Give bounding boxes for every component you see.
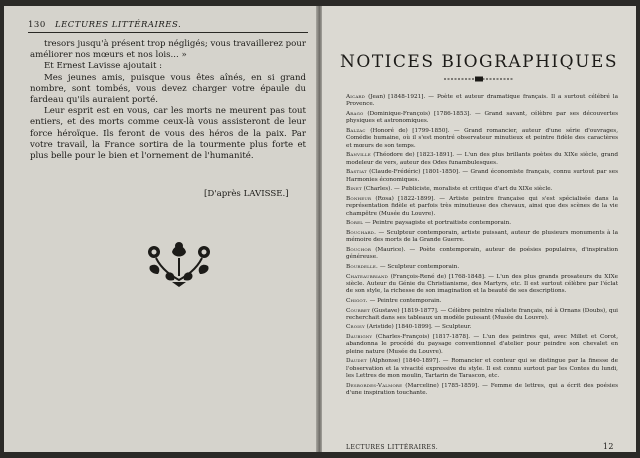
- entry-name: Bastiat: [346, 169, 367, 176]
- list-item: [346, 196, 618, 218]
- right-page: [322, 6, 636, 452]
- entry-name: Bouchard.: [346, 229, 377, 236]
- paragraph: Mes jeunes amis, puisque vous êtes aînés, en si grand nombre, sont tombés, vous devez charger votre épaule du fardeau qu'ils auraient porté.: [30, 72, 306, 106]
- list-item: [346, 308, 618, 323]
- list-item: [346, 220, 618, 227]
- list-item: [346, 128, 618, 150]
- list-item: [346, 94, 618, 109]
- page-number: 12: [602, 442, 614, 451]
- signature: [D'après LAVISSE.]: [204, 189, 289, 199]
- entry-text: (Aristide) [1840-1899]. — Sculpteur.: [366, 324, 472, 331]
- entry-text: (Maurice). — Poète contemporain, auteur de poésies populaires, d'inspiration généreuse.: [346, 246, 618, 261]
- paragraph: Et Ernest Lavisse ajoutait :: [44, 61, 163, 72]
- entry-name: Binet: [346, 186, 362, 193]
- entry-text: (Jean) [1848-1921]. — Poète et auteur dramatique français. Il a surtout célébré la Provence.: [346, 94, 619, 108]
- entry-text: (Charles-François) [1817-1878]. — L'un des peintres qui, avec Millet et Corot, abandonna le procédé du paysage conventionnel d'atelier pour peindre son chevalet en pleine nature (Musée du Louvre).: [346, 334, 618, 355]
- entry-name: Banville: [346, 152, 371, 159]
- entry-text: — Sculpteur contemporain.: [379, 263, 460, 270]
- entry-name: Desbordes-Valmore: [346, 382, 403, 389]
- entry-name: Bonheur: [346, 195, 372, 202]
- list-item: [346, 334, 618, 356]
- entry-name: Daubigny: [346, 334, 373, 341]
- entry-name: Arago: [346, 110, 364, 117]
- list-item: [346, 230, 618, 245]
- entry-name: Balzac: [346, 127, 366, 134]
- list-item: [346, 111, 618, 126]
- paragraph: tresors jusqu'à présent trop négligés; vous travaillerez pour améliorer nos mœurs et nos lois... »: [30, 39, 306, 61]
- entry-text: — Peintre paysagiste et portraitiste contemporain.: [364, 220, 512, 227]
- footer-title: LECTURES LITTÉRAIRES.: [346, 444, 439, 451]
- entry-text: (Claude-Frédéric) [1801-1850]. — Grand économiste français, connu surtout par ses Harmonies économiques.: [346, 169, 618, 183]
- entry-name: Chateaubriand: [346, 273, 389, 280]
- left-page: [4, 6, 319, 452]
- entry-text: (Charles). — Publiciste, moraliste et critique d'art du XIXe siècle.: [363, 186, 553, 193]
- page-footer: [346, 444, 618, 451]
- list-item: [346, 274, 618, 296]
- biography-list: [346, 94, 618, 400]
- entry-name: Courbet: [346, 307, 370, 314]
- entry-text: (Honoré de) [1799-1850]. — Grand romancier, auteur d'une série d'ouvrages, Comédie humaine, où il s'est montré observateur minutieux et peintre fidèle des caractères et mœurs de son temps.: [346, 127, 618, 149]
- entry-name: Daudet: [346, 358, 367, 365]
- list-item: [346, 264, 618, 271]
- entry-text: (François-René de) [1768-1848]. — L'un des plus grands prosateurs du XIXe siècle. Auteur du Génie du Christianisme, des Martyrs, etc. Il est surtout célèbre par l'éclat de son style, la richesse de son imagination et la beauté de ses descriptions.: [346, 273, 618, 295]
- entry-text: (Théodore de) [1823-1891]. — L'un des plus brillants poètes du XIXe siècle, grand modeleur de vers, auteur des Odes funambulesques.: [346, 152, 618, 166]
- entry-text: (Dominique-François) [1786-1853]. — Grand savant, célèbre par ses découvertes physiques et astronomiques.: [346, 110, 619, 125]
- list-item: [346, 298, 618, 305]
- entry-name: Bourdelle.: [346, 263, 379, 270]
- list-item: [346, 324, 618, 331]
- entry-text: — Peintre contemporain.: [369, 297, 442, 304]
- running-head-title: LECTURES LITTÉRAIRES.: [54, 20, 182, 30]
- list-item: [346, 169, 618, 184]
- list-item: [346, 186, 618, 193]
- list-item: [346, 152, 618, 167]
- entry-text: (Gustave) [1819-1877]. — Célèbre peintre réaliste français, né à Ornans (Doubs), qui recherchait dans ses tableaux un modèle puissant (Musée du Louvre).: [346, 307, 618, 321]
- running-head: [28, 20, 308, 33]
- list-item: [346, 358, 618, 380]
- entry-name: Chigot.: [346, 297, 368, 304]
- entry-name: Bouchor: [346, 246, 372, 253]
- list-item: [346, 383, 618, 398]
- entry-name: Croisy: [346, 324, 365, 331]
- page-number: 130: [28, 20, 46, 30]
- floral-ornament-icon: [144, 240, 214, 288]
- entry-name: Borel: [346, 220, 364, 227]
- entry-text: — Sculpteur contemporain, artiste puissant, auteur de plusieurs monuments à la mémoire des morts de la Grande Guerre.: [346, 229, 618, 244]
- decorative-rule-icon: [444, 76, 514, 82]
- page-title: NOTICES BIOGRAPHIQUES: [340, 52, 618, 72]
- body-text: [30, 39, 306, 162]
- entry-name: Aicard: [346, 94, 366, 100]
- entry-text: (Rosa) [1822-1899]. — Artiste peintre française qui s'est spécialisée dans la représentation fidèle et parfois très minutieuse des chevaux, ainsi que des scènes de la vie champêtre (Musée du Louvre).: [346, 195, 618, 217]
- paragraph: Leur esprit est en vous, car les morts ne meurent pas tout entiers, et des morts comme ceux-là vous assisteront de leur force héroïque. Ils feront de vous des héros de la paix. Par votre travail, la France sortira de la tourmente plus forte et plus belle pour le bien et l'ornement de l'humanité.: [30, 106, 306, 162]
- list-item: [346, 247, 618, 262]
- entry-text: (Marceline) [1785-1859]. — Femme de lettres, qui a écrit des poésies d'une inspiration touchante.: [346, 382, 618, 397]
- entry-text: (Alphonse) [1840-1897]. — Romancier et conteur qui se distingue par la finesse de l'observation et la vivacité expressive du style. Il est connu surtout par les Contes du lundi, les Lettres de mon moulin, Tartarin de Tarascon, etc.: [346, 358, 618, 380]
